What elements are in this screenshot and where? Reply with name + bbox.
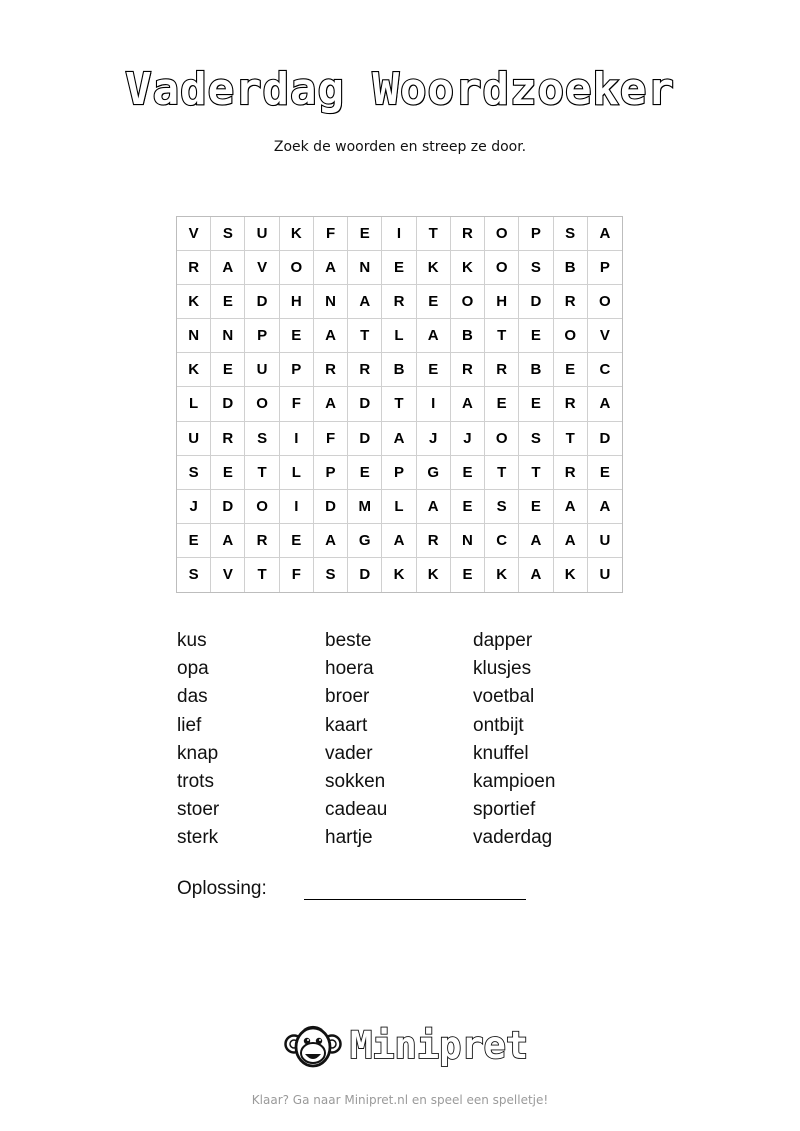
grid-cell[interactable]: S: [177, 456, 211, 490]
grid-cell[interactable]: R: [451, 353, 485, 387]
grid-cell[interactable]: F: [314, 217, 348, 251]
grid-cell[interactable]: T: [519, 456, 553, 490]
grid-cell[interactable]: T: [245, 456, 279, 490]
page-title: Vaderdag Woordzoeker: [125, 64, 675, 115]
grid-cell[interactable]: J: [417, 422, 451, 456]
grid-cell[interactable]: E: [211, 285, 245, 319]
grid-cell[interactable]: N: [177, 319, 211, 353]
grid-cell[interactable]: K: [451, 251, 485, 285]
grid-cell[interactable]: L: [177, 387, 211, 421]
grid-cell[interactable]: P: [588, 251, 622, 285]
grid-cell[interactable]: D: [348, 422, 382, 456]
grid-cell[interactable]: R: [485, 353, 519, 387]
grid-cell[interactable]: U: [588, 524, 622, 558]
grid-cell[interactable]: A: [314, 524, 348, 558]
word-list: [177, 627, 627, 853]
grid-cell[interactable]: P: [245, 319, 279, 353]
instructions: Zoek de woorden en streep ze door.: [273, 139, 527, 155]
grid-cell[interactable]: D: [211, 387, 245, 421]
grid-cell[interactable]: H: [485, 285, 519, 319]
grid-cell[interactable]: O: [451, 285, 485, 319]
grid-cell[interactable]: K: [177, 285, 211, 319]
grid-cell[interactable]: P: [382, 456, 416, 490]
grid-cell[interactable]: M: [348, 490, 382, 524]
grid-cell[interactable]: S: [211, 217, 245, 251]
grid-cell[interactable]: E: [348, 456, 382, 490]
grid-cell[interactable]: A: [417, 490, 451, 524]
grid-cell[interactable]: V: [245, 251, 279, 285]
grid-cell[interactable]: T: [245, 558, 279, 592]
grid-cell[interactable]: A: [314, 387, 348, 421]
word-list-item: das: [177, 686, 208, 708]
grid-cell[interactable]: E: [519, 490, 553, 524]
grid-cell[interactable]: E: [519, 319, 553, 353]
grid-cell[interactable]: O: [485, 251, 519, 285]
grid-cell[interactable]: G: [348, 524, 382, 558]
grid-cell[interactable]: D: [314, 490, 348, 524]
grid-cell[interactable]: E: [451, 490, 485, 524]
grid-cell[interactable]: S: [485, 490, 519, 524]
grid-cell[interactable]: B: [382, 353, 416, 387]
grid-cell[interactable]: A: [519, 524, 553, 558]
grid-cell[interactable]: E: [519, 387, 553, 421]
grid-cell[interactable]: A: [314, 251, 348, 285]
grid-cell[interactable]: U: [245, 217, 279, 251]
grid-cell[interactable]: A: [588, 490, 622, 524]
grid-cell[interactable]: O: [245, 490, 279, 524]
grid-cell[interactable]: V: [177, 217, 211, 251]
grid-cell[interactable]: A: [519, 558, 553, 592]
grid-cell[interactable]: S: [177, 558, 211, 592]
grid-cell[interactable]: U: [177, 422, 211, 456]
grid-cell[interactable]: L: [382, 490, 416, 524]
grid-cell[interactable]: D: [348, 387, 382, 421]
grid-cell[interactable]: K: [280, 217, 314, 251]
solution-area: [177, 878, 537, 908]
grid-cell[interactable]: R: [314, 353, 348, 387]
word-column-3: [473, 627, 621, 853]
grid-cell[interactable]: E: [211, 353, 245, 387]
word-list-item: knap: [177, 742, 219, 764]
grid-cell[interactable]: A: [382, 422, 416, 456]
word-list-item: beste: [325, 630, 372, 651]
grid-cell[interactable]: O: [588, 285, 622, 319]
grid-cell[interactable]: D: [211, 490, 245, 524]
grid-cell[interactable]: S: [245, 422, 279, 456]
grid-cell[interactable]: R: [348, 353, 382, 387]
grid-cell[interactable]: K: [485, 558, 519, 592]
word-list-item: knuffel: [473, 742, 529, 764]
grid-cell[interactable]: B: [451, 319, 485, 353]
grid-cell[interactable]: A: [382, 524, 416, 558]
word-list-item: trots: [177, 770, 214, 792]
grid-cell[interactable]: T: [485, 319, 519, 353]
grid-cell[interactable]: P: [280, 353, 314, 387]
solution-answer-line[interactable]: [304, 899, 526, 900]
word-list-item: hartje: [325, 827, 373, 849]
grid-cell[interactable]: S: [314, 558, 348, 592]
letter-grid: [176, 216, 623, 593]
word-column-2: [325, 627, 473, 853]
word-list-item: vaderdag: [473, 827, 553, 849]
grid-cell[interactable]: E: [451, 558, 485, 592]
footer-text: Klaar? Ga naar Minipret.nl en speel een spelletje!: [251, 1093, 549, 1107]
word-list-item: voetbal: [473, 686, 535, 708]
grid-cell[interactable]: E: [382, 251, 416, 285]
grid-cell[interactable]: R: [382, 285, 416, 319]
grid-cell[interactable]: F: [314, 422, 348, 456]
word-list-item: kaart: [325, 714, 368, 736]
grid-cell[interactable]: A: [588, 217, 622, 251]
logo-wordmark: Minipret: [350, 1024, 529, 1067]
grid-cell[interactable]: L: [280, 456, 314, 490]
grid-cell[interactable]: U: [245, 353, 279, 387]
grid-cell[interactable]: D: [588, 422, 622, 456]
word-list-item: klusjes: [473, 658, 532, 680]
word-list-item: stoer: [177, 799, 220, 821]
grid-cell[interactable]: P: [519, 217, 553, 251]
word-list-item: cadeau: [325, 799, 388, 821]
grid-cell[interactable]: V: [211, 558, 245, 592]
grid-cell[interactable]: S: [519, 251, 553, 285]
grid-cell[interactable]: I: [280, 490, 314, 524]
grid-cell[interactable]: D: [245, 285, 279, 319]
grid-cell[interactable]: A: [314, 319, 348, 353]
grid-cell[interactable]: E: [554, 353, 588, 387]
grid-cell[interactable]: E: [588, 456, 622, 490]
grid-cell[interactable]: N: [314, 285, 348, 319]
grid-cell[interactable]: I: [382, 217, 416, 251]
grid-cell[interactable]: E: [211, 456, 245, 490]
word-list-item: kus: [177, 630, 207, 651]
word-list-item: vader: [325, 742, 373, 764]
grid-cell[interactable]: D: [348, 558, 382, 592]
grid-cell[interactable]: R: [245, 524, 279, 558]
grid-cell[interactable]: T: [485, 456, 519, 490]
grid-cell[interactable]: N: [451, 524, 485, 558]
grid-cell[interactable]: A: [348, 285, 382, 319]
grid-cell[interactable]: E: [485, 387, 519, 421]
word-list-item: broer: [325, 686, 370, 708]
grid-cell[interactable]: R: [554, 387, 588, 421]
grid-cell[interactable]: J: [451, 422, 485, 456]
grid-cell[interactable]: T: [348, 319, 382, 353]
grid-cell[interactable]: K: [382, 558, 416, 592]
grid-cell[interactable]: R: [211, 422, 245, 456]
grid-cell[interactable]: V: [588, 319, 622, 353]
grid-cell[interactable]: S: [519, 422, 553, 456]
grid-cell[interactable]: O: [245, 387, 279, 421]
word-list-item: sokken: [325, 770, 386, 792]
grid-cell[interactable]: N: [211, 319, 245, 353]
grid-cell[interactable]: C: [485, 524, 519, 558]
grid-cell[interactable]: S: [554, 217, 588, 251]
grid-cell[interactable]: K: [177, 353, 211, 387]
grid-cell[interactable]: O: [485, 217, 519, 251]
grid-cell[interactable]: O: [280, 251, 314, 285]
grid-cell[interactable]: A: [451, 387, 485, 421]
grid-cell[interactable]: D: [519, 285, 553, 319]
grid-cell[interactable]: H: [280, 285, 314, 319]
grid-cell[interactable]: B: [554, 251, 588, 285]
grid-cell[interactable]: I: [280, 422, 314, 456]
grid-cell[interactable]: T: [417, 217, 451, 251]
word-list-item: sterk: [177, 827, 219, 849]
grid-cell[interactable]: L: [382, 319, 416, 353]
grid-cell[interactable]: G: [417, 456, 451, 490]
minipret-logo[interactable]: [284, 1020, 529, 1076]
grid-cell[interactable]: E: [417, 285, 451, 319]
grid-cell[interactable]: K: [417, 558, 451, 592]
grid-cell[interactable]: P: [314, 456, 348, 490]
grid-cell[interactable]: T: [382, 387, 416, 421]
grid-cell[interactable]: C: [588, 353, 622, 387]
word-column-1: [177, 627, 325, 853]
grid-cell[interactable]: A: [211, 251, 245, 285]
grid-cell[interactable]: A: [211, 524, 245, 558]
grid-cell[interactable]: A: [554, 524, 588, 558]
grid-cell[interactable]: E: [348, 217, 382, 251]
grid-cell[interactable]: R: [177, 251, 211, 285]
grid-cell[interactable]: U: [599, 566, 611, 584]
grid-cell[interactable]: E: [280, 319, 314, 353]
word-list-item: ontbijt: [473, 714, 524, 736]
grid-cell[interactable]: K: [554, 558, 588, 592]
grid-cell[interactable]: I: [417, 387, 451, 421]
word-list-item: dapper: [473, 630, 533, 651]
grid-cell[interactable]: T: [554, 422, 588, 456]
monkey-icon: [284, 1022, 342, 1074]
grid-cell[interactable]: E: [280, 524, 314, 558]
grid-cell[interactable]: R: [554, 285, 588, 319]
word-list-item: sportief: [473, 799, 536, 821]
grid-cell[interactable]: E: [451, 456, 485, 490]
word-list-item: hoera: [325, 658, 374, 680]
grid-cell[interactable]: R: [417, 524, 451, 558]
grid-cell[interactable]: R: [554, 456, 588, 490]
grid-cell[interactable]: A: [554, 490, 588, 524]
grid-cell[interactable]: A: [417, 319, 451, 353]
grid-cell[interactable]: N: [348, 251, 382, 285]
grid-cell[interactable]: F: [280, 558, 314, 592]
grid-cell[interactable]: E: [417, 353, 451, 387]
grid-cell[interactable]: B: [519, 353, 553, 387]
grid-cell[interactable]: J: [177, 490, 211, 524]
word-list-item: opa: [177, 658, 209, 680]
grid-cell[interactable]: F: [280, 387, 314, 421]
grid-cell[interactable]: E: [177, 524, 211, 558]
grid-cell[interactable]: K: [417, 251, 451, 285]
word-list-item: lief: [177, 714, 202, 736]
word-list-item: kampioen: [473, 770, 556, 792]
grid-cell[interactable]: A: [588, 387, 622, 421]
grid-cell[interactable]: O: [554, 319, 588, 353]
grid-cell[interactable]: R: [451, 217, 485, 251]
solution-label: Oplossing:: [177, 878, 267, 899]
grid-cell[interactable]: O: [485, 422, 519, 456]
